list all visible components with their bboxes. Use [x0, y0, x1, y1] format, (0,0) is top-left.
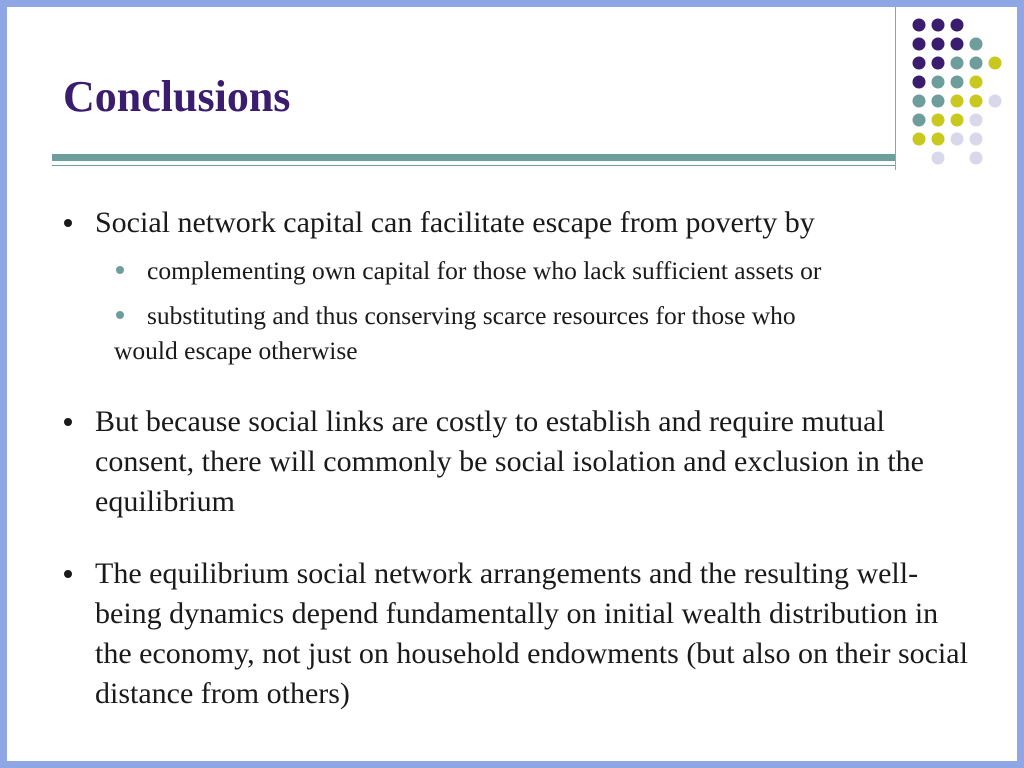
- bullet-item: Social network capital can facilitate escape from poverty by: [63, 203, 978, 243]
- decorative-dot: [932, 95, 945, 108]
- decorative-dot: [932, 76, 945, 89]
- decorative-dot: [951, 76, 964, 89]
- decorative-dot: [913, 19, 926, 32]
- decorative-dot: [913, 76, 926, 89]
- slide-title: Conclusions: [63, 72, 291, 121]
- sub-bullet-continuation: would escape otherwise: [114, 336, 358, 365]
- title-rule-thick: [52, 154, 895, 161]
- decorative-dot: [970, 38, 983, 51]
- sub-bullet-item: complementing own capital for those who lack sufficient assets or: [63, 252, 978, 289]
- decorative-dot: [989, 95, 1002, 108]
- header-vertical-line: [895, 7, 896, 170]
- bullet-item: But because social links are costly to establish and require mutual consent, there will commonly be social isolation and exclusion in the equilibrium: [63, 402, 978, 522]
- decorative-dot: [970, 57, 983, 70]
- decorative-dot: [970, 95, 983, 108]
- decorative-dot: [951, 57, 964, 70]
- decorative-dot: [913, 95, 926, 108]
- decorative-dot: [951, 19, 964, 32]
- decorative-dot: [970, 133, 983, 146]
- title-rule-thin: [52, 165, 895, 166]
- sub-bullet-item: substituting and thus conserving scarce resources for those who: [63, 297, 978, 334]
- decorative-dot: [913, 133, 926, 146]
- decorative-dot: [913, 114, 926, 127]
- decorative-dot: [913, 57, 926, 70]
- decorative-dot: [932, 114, 945, 127]
- decorative-dot: [970, 152, 983, 165]
- decorative-dot: [989, 57, 1002, 70]
- decorative-dot: [951, 38, 964, 51]
- decorative-dot: [932, 152, 945, 165]
- decorative-dot: [932, 19, 945, 32]
- decorative-dot: [932, 38, 945, 51]
- decorative-dot: [951, 114, 964, 127]
- decorative-dot-grid: [911, 17, 1011, 167]
- decorative-dot: [932, 133, 945, 146]
- decorative-dot: [970, 114, 983, 127]
- decorative-dot: [951, 95, 964, 108]
- decorative-dot: [951, 133, 964, 146]
- slide-body: [63, 203, 978, 714]
- decorative-dot: [932, 57, 945, 70]
- bullet-item: The equilibrium social network arrangements and the resulting well-being dynamics depend fundamentally on initial wealth distribution in the economy, not just on household endowments (but also on their social distance from others): [63, 554, 978, 714]
- decorative-dot: [970, 76, 983, 89]
- decorative-dot: [913, 38, 926, 51]
